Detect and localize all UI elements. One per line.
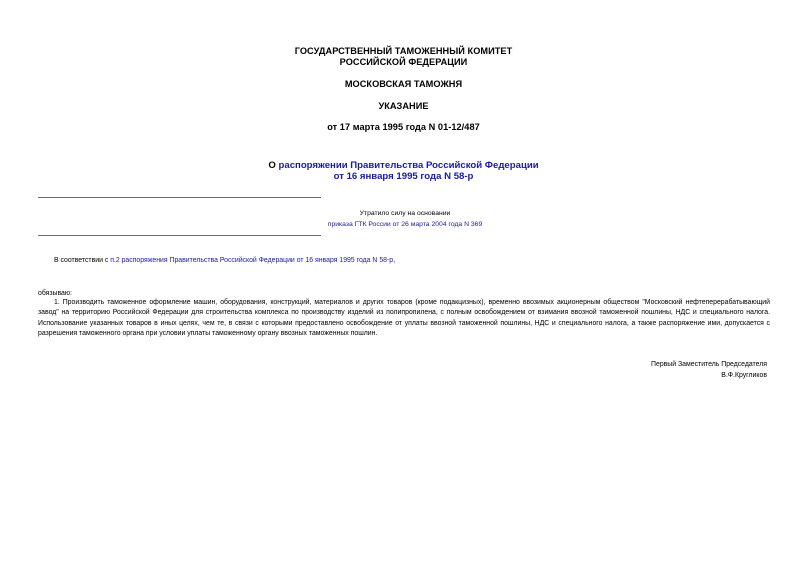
status-note-link-line xyxy=(305,219,505,230)
doc-type: УКАЗАНИЕ xyxy=(378,101,429,111)
header-committee: ГОСУДАРСТВЕННЫЙ ТАМОЖЕННЫЙ КОМИТЕТ xyxy=(294,46,513,56)
header-federation: РОССИЙСКОЙ ФЕДЕРАЦИИ xyxy=(339,57,468,67)
signature-position: Первый Заместитель Председателя xyxy=(651,361,767,368)
intro-prefix: В соответствии с xyxy=(54,257,111,264)
divider-bottom xyxy=(38,235,321,236)
intro-suffix: , xyxy=(393,257,396,264)
intro-link[interactable]: п.2 распоряжения Правительства Российской Федерации от 16 января 1995 года N 58-р xyxy=(110,257,394,264)
doc-title-link-1[interactable]: распоряжении Правительства Российской Федерации xyxy=(278,160,539,171)
doc-title-line2 xyxy=(0,171,807,183)
header-customs: МОСКОВСКАЯ ТАМОЖНЯ xyxy=(344,79,463,89)
signature-block xyxy=(651,360,767,381)
obligate-text: обязываю: xyxy=(38,290,72,297)
status-link[interactable]: приказа ГТК России от 26 марта 2004 года N 369 xyxy=(327,221,483,228)
doc-title-prefix: О xyxy=(268,160,279,171)
divider-top xyxy=(38,197,321,198)
status-note: Утратило силу на основании xyxy=(359,210,451,217)
signature-name: В.Ф.Кругликов xyxy=(721,371,767,379)
doc-title-link-2[interactable]: от 16 января 1995 года N 58-р xyxy=(333,171,474,182)
item-1-paragraph: 1. Производить таможенное оформление машин, оборудования, конструкций, материалов и других товаров (кроме подакцизных), временно ввозимых акционерным обществом "Московский нефтеперерабатывающий завод" на территорию Российской Федерации для строительства комплекса по производству изделий из полипропилена, с полным освобождением от взимания ввозной таможенной пошлины, НДС и специального налога. Использование указанных товаров в иных целях, чем те, в связи с которыми предоставлено освобождение от уплаты ввозной таможенной пошлины, НДС и специального налога, а также распоряжение ими, допускается с разрешения таможенного органа при условии уплаты таможенному органу ввозных таможенных пошлин. xyxy=(38,299,770,338)
intro-paragraph xyxy=(54,256,395,266)
doc-date: от 17 марта 1995 года N 01-12/487 xyxy=(327,122,480,132)
